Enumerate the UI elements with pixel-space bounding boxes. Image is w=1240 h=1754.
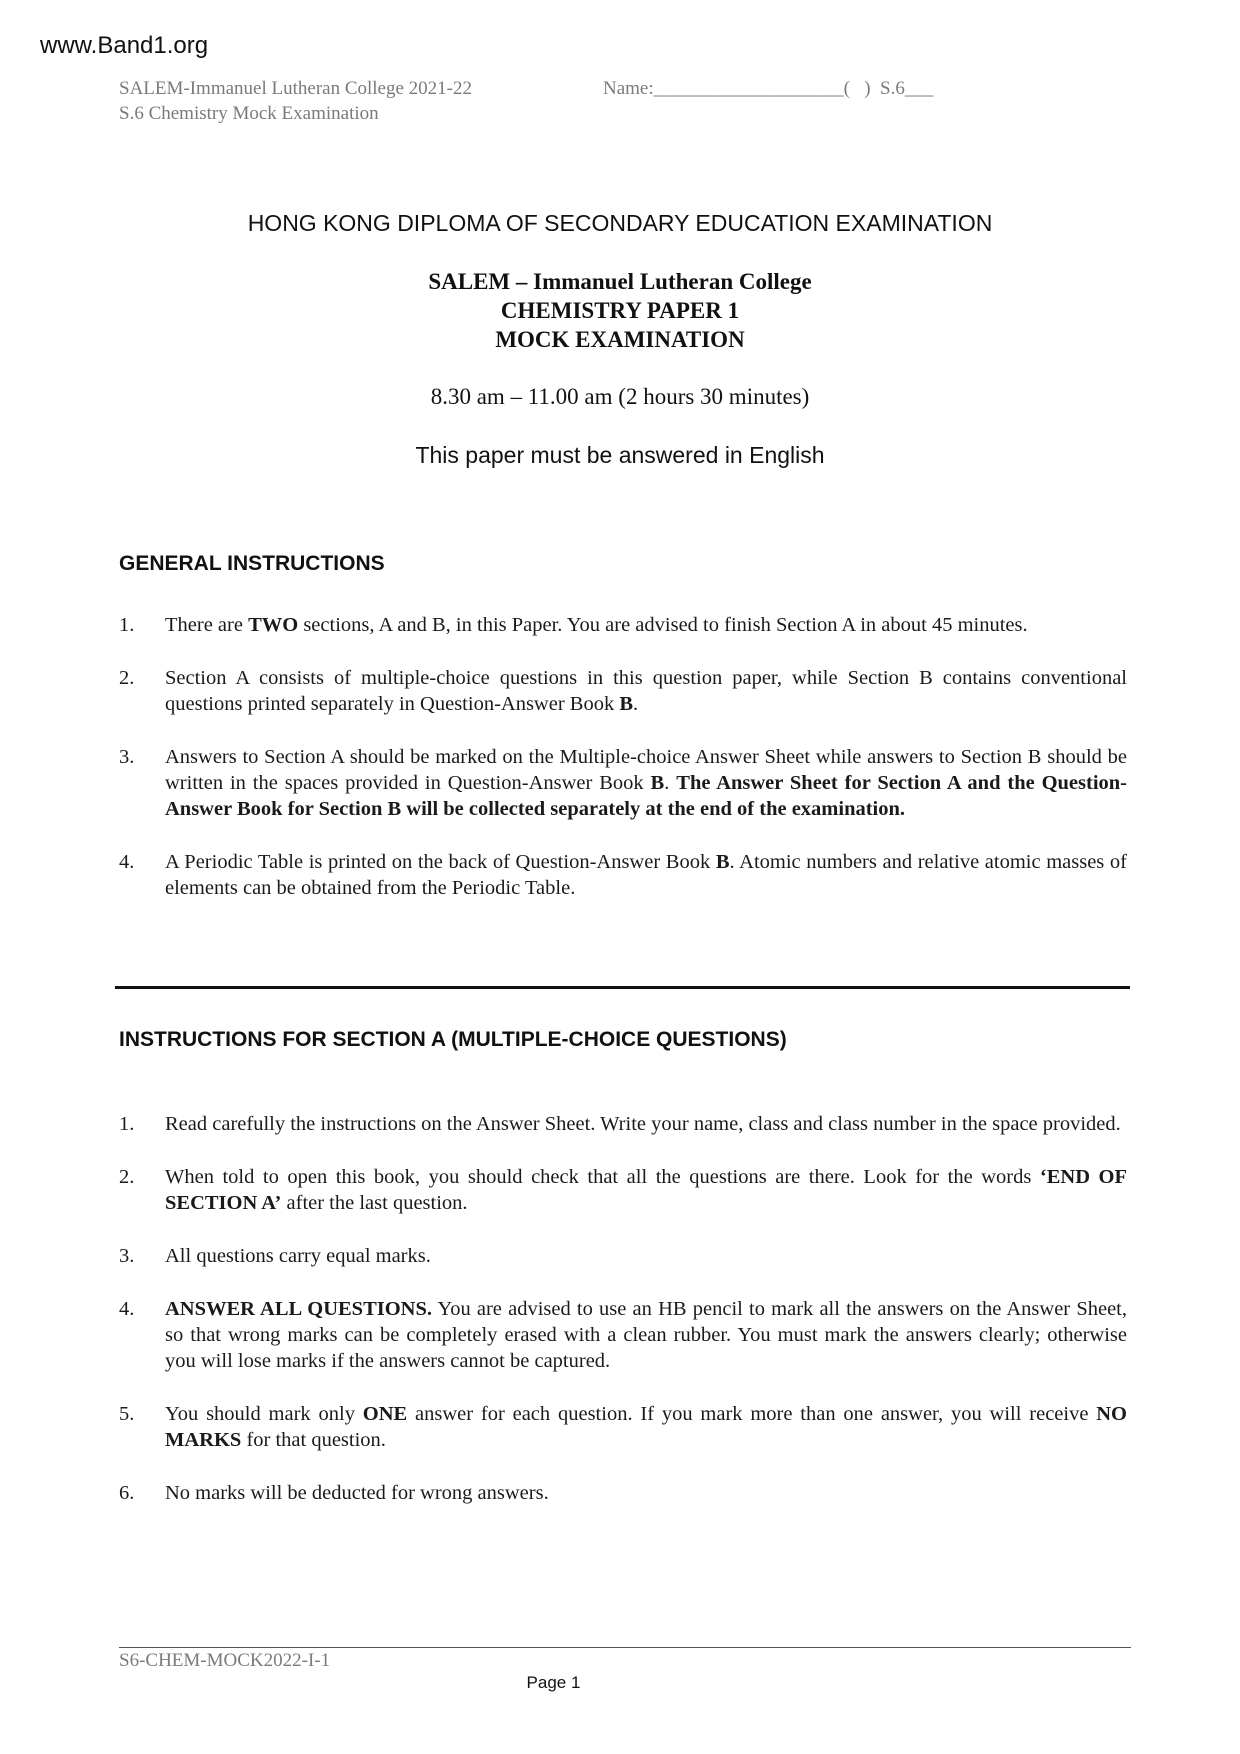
general-item-3: 3. Answers to Section A should be marked on the Multiple-choice Answer Sheet while answers to Section B should be written in the spaces provided in Question-Answer Book B. The Answer Sheet for Section A and the Question-Answer Book for Section B will be collected separately at the end of the examination.: [119, 746, 1128, 820]
section-a-item-2: 2. When told to open this book, you should check that all the questions are there. Look for the words ‘END OF SECTION A’ after the last question.: [119, 1166, 1128, 1214]
general-instructions-list: [119, 612, 1127, 901]
section-a-item-1: 1. Read carefully the instructions on the Answer Sheet. Write your name, class and class number in the space provided.: [119, 1113, 1121, 1135]
header-subtitle: S.6 Chemistry Mock Examination: [119, 103, 379, 124]
section-a-heading: INSTRUCTIONS FOR SECTION A (MULTIPLE-CHOICE QUESTIONS): [119, 1028, 787, 1051]
general-item-4: 4. A Periodic Table is printed on the back of Question-Answer Book B. Atomic numbers and relative atomic masses of elements can be obtained from the Periodic Table.: [119, 851, 1127, 899]
school-name: SALEM – Immanuel Lutheran College: [428, 269, 812, 294]
section-a-item-6: 6. No marks will be deducted for wrong answers.: [119, 1482, 549, 1504]
section-a-item-4: 4. ANSWER ALL QUESTIONS. You are advised to use an HB pencil to mark all the answers on the Answer Sheet, so that wrong marks can be completely erased with a clean rubber. You must mark the answers clearly; otherwise you will lose marks if the answers cannot be captured.: [119, 1298, 1127, 1372]
website-watermark: www.Band1.org: [40, 32, 209, 59]
paper-name: CHEMISTRY PAPER 1: [500, 298, 740, 323]
general-instructions-heading: GENERAL INSTRUCTIONS: [119, 552, 385, 575]
section-a-instructions-list: [119, 1111, 1127, 1506]
general-item-1: 1. There are TWO sections, A and B, in this Paper. You are advised to finish Section A in about 45 minutes.: [119, 614, 1028, 636]
exam-type: MOCK EXAMINATION: [495, 327, 745, 352]
school-title-block: [0, 267, 1240, 354]
header-left: [119, 76, 472, 126]
section-a-item-3: 3. All questions carry equal marks.: [119, 1245, 431, 1267]
exam-time: 8.30 am – 11.00 am (2 hours 30 minutes): [430, 384, 810, 409]
section-divider: [115, 986, 1130, 989]
footer-divider: [119, 1647, 1131, 1648]
section-a-item-5: 5. You should mark only ONE answer for each question. If you mark more than one answer, you will receive NO MARKS for that question.: [119, 1403, 1127, 1451]
general-item-2: 2. Section A consists of multiple-choice questions in this question paper, while Section B contains conventional questions printed separately in Question-Answer Book B.: [119, 667, 1127, 715]
language-note: This paper must be answered in English: [415, 442, 825, 468]
header-school-year: SALEM-Immanuel Lutheran College 2021-22: [119, 78, 473, 99]
exam-title: HONG KONG DIPLOMA OF SECONDARY EDUCATION EXAMINATION: [247, 210, 993, 236]
footer-paper-code: S6-CHEM-MOCK2022-I-1: [119, 1650, 331, 1671]
header-name-field: Name:____________________( ) S.6___: [603, 78, 934, 99]
page-number: Page 1: [526, 1673, 581, 1692]
